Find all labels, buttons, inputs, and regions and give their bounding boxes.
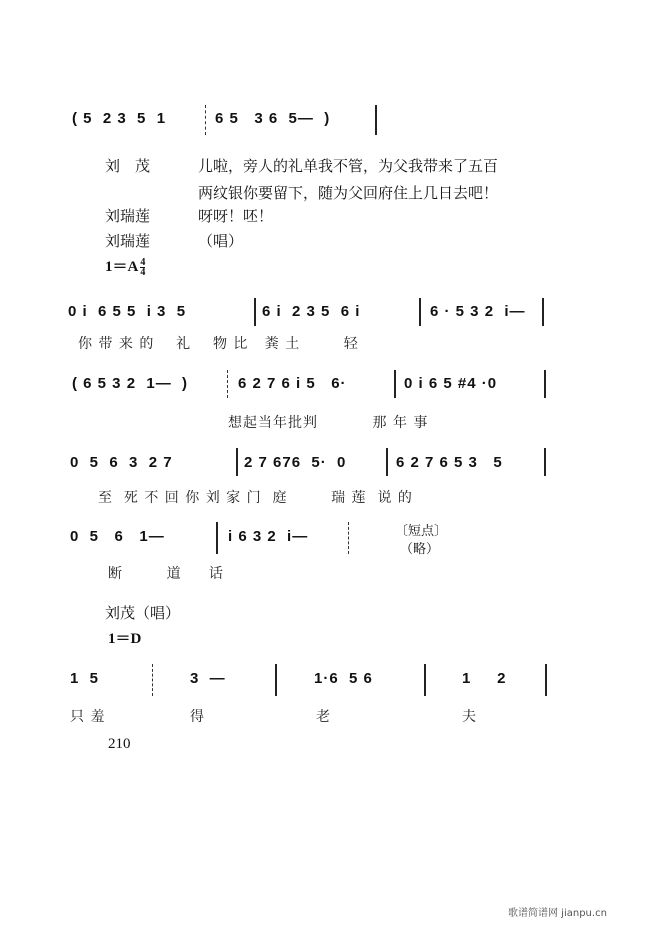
dialogue-line: 呀呀！呸！ <box>198 207 274 225</box>
barline <box>236 448 238 476</box>
barline <box>419 298 421 326</box>
barline <box>227 370 228 398</box>
speaker-name: 刘瑞莲 <box>105 207 151 225</box>
watermark: 歌谱简谱网 jianpu.cn <box>508 908 607 919</box>
barline <box>544 370 546 398</box>
time-signature <box>140 258 145 277</box>
lyrics: 你 带 来 的 礼 物 比 粪 土 轻 <box>78 336 359 352</box>
measure: 0 i 6 5 5 i 3 5 <box>68 303 187 320</box>
lyrics: 至 死 不 回 你 刘 家 门 庭 瑞 莲 说 的 <box>98 490 413 506</box>
barline <box>152 664 153 696</box>
measure: 6 5 3 6 5— ) <box>215 110 331 127</box>
barline <box>216 522 218 554</box>
barline <box>545 664 547 696</box>
measure: 0 5 6 3 2 7 <box>70 454 173 471</box>
annotation: （略） <box>400 542 440 557</box>
lyrics: 老 <box>316 709 331 725</box>
barline <box>275 664 277 696</box>
measure: 1 5 <box>70 670 100 687</box>
measure: 6 · 5 3 2 i— <box>430 303 526 320</box>
singer-label: 刘茂（唱） <box>105 604 181 622</box>
barline <box>542 298 544 326</box>
barline <box>375 105 377 135</box>
dialogue-line: 儿啦，旁人的礼单我不管，为父我带来了五百 <box>198 157 499 175</box>
barline <box>205 105 206 135</box>
barline <box>386 448 388 476</box>
measure: 6 2 7 6 5 3 5 <box>396 454 503 471</box>
lyrics: 夫 <box>462 709 477 725</box>
measure: 1 2 <box>462 670 507 687</box>
measure: 0 5 6 1— <box>70 528 165 545</box>
measure: 2 7 676 5· 0 <box>244 454 347 471</box>
barline <box>348 522 349 554</box>
measure: 6 i 2 3 5 6 i <box>262 303 361 320</box>
key-signature <box>105 255 145 277</box>
page-number: 210 <box>108 736 131 752</box>
measure: i 6 3 2 i— <box>228 528 309 545</box>
measure: ( 6 5 3 2 1— ) <box>72 375 189 392</box>
speaker-name: 刘瑞莲 <box>105 232 151 250</box>
barline <box>544 448 546 476</box>
speaker-name: 刘 茂 <box>105 157 151 175</box>
lyrics: 想起当年批判 那 年 事 <box>228 415 429 431</box>
time-den: 4 <box>140 267 146 279</box>
lyrics: 只 羞 <box>70 709 106 725</box>
measure: 1·6 5 6 <box>314 670 373 687</box>
lyrics: 断 道 话 <box>108 566 224 582</box>
key-signature: 1＝D <box>108 631 142 647</box>
measure: 3 — <box>190 670 226 687</box>
lyrics: 得 <box>190 709 205 725</box>
barline <box>394 370 396 398</box>
dialogue-line: 两纹银你要留下，随为父回府住上几日去吧！ <box>198 184 499 202</box>
dialogue-line: （唱） <box>198 232 244 250</box>
barline <box>424 664 426 696</box>
time-num: 4 <box>140 257 146 269</box>
measure: 6 2 7 6 i 5 6· <box>238 375 347 392</box>
barline <box>254 298 256 326</box>
annotation: 〔短点〕 <box>395 524 448 539</box>
key-label: 1＝A <box>105 259 139 275</box>
measure: ( 5 2 3 5 1 <box>72 110 167 127</box>
measure: 0 i 6 5 #4 ·0 <box>404 375 498 392</box>
